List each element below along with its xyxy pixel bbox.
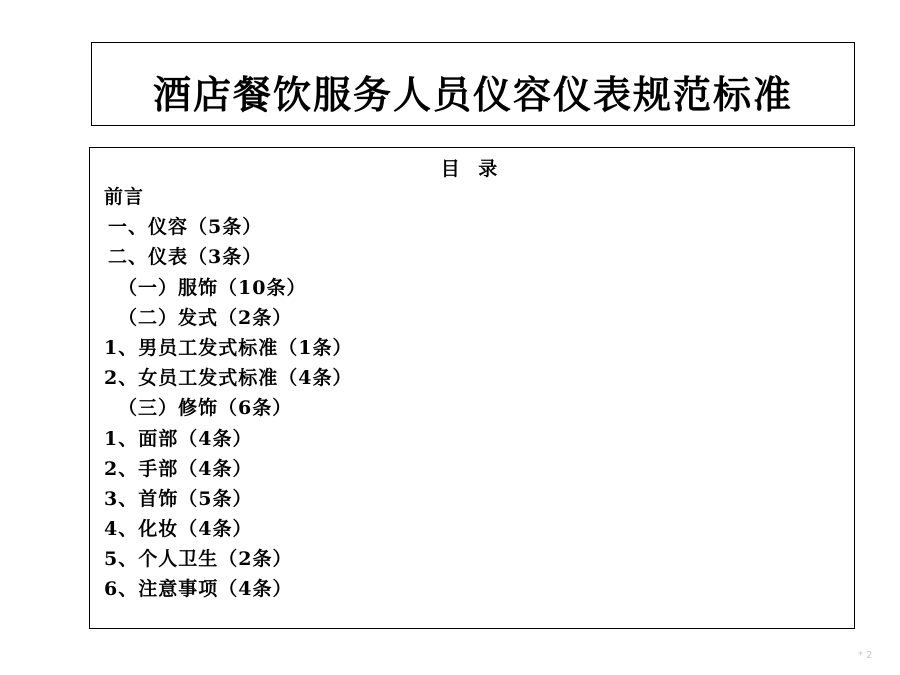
page-number: * 2	[858, 650, 873, 661]
toc-item: 6、注意事项（4条）	[104, 578, 293, 601]
toc-list	[104, 182, 352, 605]
toc-item: 5、个人卫生（2条）	[104, 548, 293, 571]
toc-item: （一）服饰（10条）	[118, 276, 307, 299]
toc-item: （三）修饰（6条）	[118, 397, 293, 420]
toc-item: 4、化妆（4条）	[104, 518, 253, 541]
toc-box	[89, 147, 855, 629]
toc-item: 前言	[104, 186, 145, 208]
toc-item: 二、仪表（3条）	[108, 246, 263, 269]
toc-item: 2、女员工发式标准（4条）	[104, 367, 353, 390]
toc-heading: 目 录	[440, 158, 504, 180]
toc-item: 2、手部（4条）	[104, 457, 253, 480]
title-box	[91, 42, 855, 126]
slide-title: 酒店餐饮服务人员仪容仪表规范标准	[152, 71, 793, 117]
toc-item: 1、男员工发式标准（1条）	[104, 336, 353, 359]
toc-item: （二）发式（2条）	[118, 306, 293, 329]
toc-item: 一、仪容（5条）	[108, 216, 263, 239]
toc-item: 1、面部（4条）	[104, 427, 253, 450]
toc-item: 3、首饰（5条）	[104, 487, 253, 510]
